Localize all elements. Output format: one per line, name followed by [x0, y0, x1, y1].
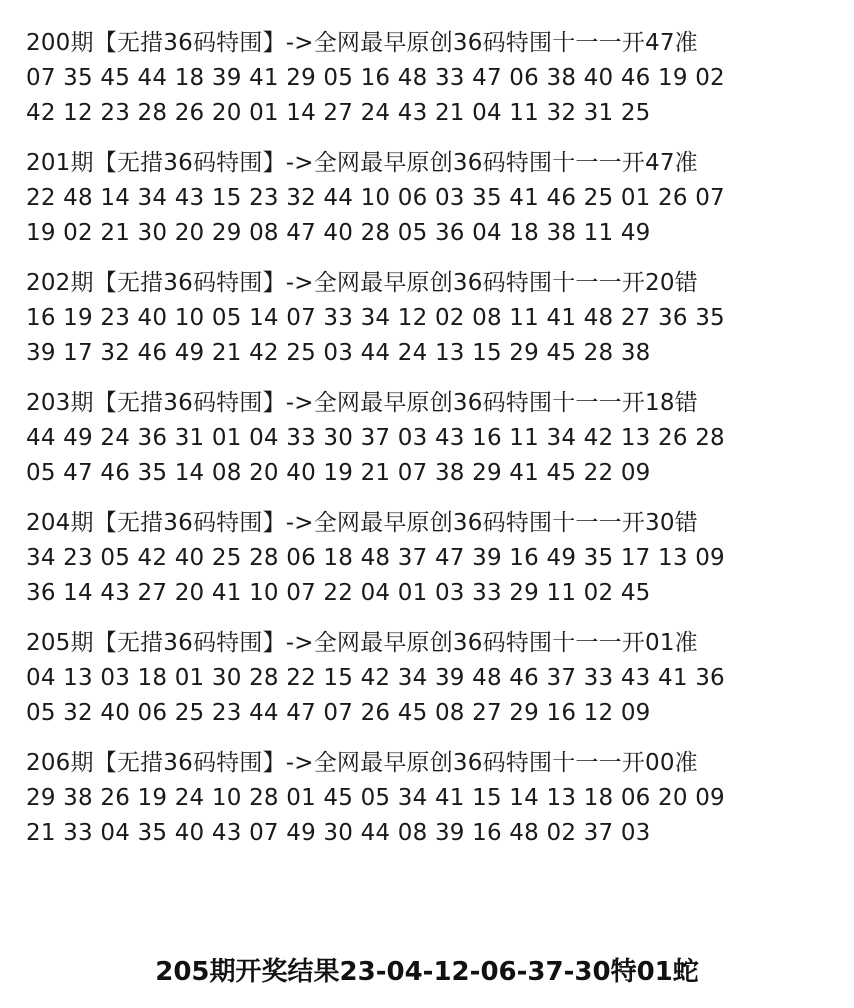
number-row: 05 47 46 35 14 08 20 40 19 21 07 38 29 41 45 22 09: [26, 460, 651, 486]
period-block-201: [26, 146, 836, 251]
period-header: 202期【无措36码特围】->全网最早原创36码特围十一一开20错: [26, 270, 698, 296]
number-row: 22 48 14 34 43 15 23 32 44 10 06 03 35 41 46 25 01 26 07: [26, 185, 725, 211]
period-block-203: [26, 386, 836, 491]
number-row: 07 35 45 44 18 39 41 29 05 16 48 33 47 06 38 40 46 19 02: [26, 65, 725, 91]
number-row: 44 49 24 36 31 01 04 33 30 37 03 43 16 11 34 42 13 26 28: [26, 425, 725, 451]
number-row: 39 17 32 46 49 21 42 25 03 44 24 13 15 29 45 28 38: [26, 340, 651, 366]
period-block-204: [26, 506, 836, 611]
period-block-205: [26, 626, 836, 731]
period-header: 204期【无措36码特围】->全网最早原创36码特围十一一开30错: [26, 510, 698, 536]
number-row: 19 02 21 30 20 29 08 47 40 28 05 36 04 18 38 11 49: [26, 220, 651, 246]
number-row: 42 12 23 28 26 20 01 14 27 24 43 21 04 11 32 31 25: [26, 100, 651, 126]
period-block-206: [26, 746, 836, 851]
period-block-200: [26, 26, 836, 131]
period-header: 200期【无措36码特围】->全网最早原创36码特围十一一开47准: [26, 30, 698, 56]
period-block-202: [26, 266, 836, 371]
number-row: 16 19 23 40 10 05 14 07 33 34 12 02 08 11 41 48 27 36 35: [26, 305, 725, 331]
period-header: 201期【无措36码特围】->全网最早原创36码特围十一一开47准: [26, 150, 698, 176]
number-row: 29 38 26 19 24 10 28 01 45 05 34 41 15 14 13 18 06 20 09: [26, 785, 725, 811]
number-row: 05 32 40 06 25 23 44 47 07 26 45 08 27 29 16 12 09: [26, 700, 651, 726]
number-row: 04 13 03 18 01 30 28 22 15 42 34 39 48 46 37 33 43 41 36: [26, 665, 725, 691]
period-header: 206期【无措36码特围】->全网最早原创36码特围十一一开00准: [26, 750, 698, 776]
prediction-list: [26, 26, 836, 866]
period-header: 203期【无措36码特围】->全网最早原创36码特围十一一开18错: [26, 390, 698, 416]
period-header: 205期【无措36码特围】->全网最早原创36码特围十一一开01准: [26, 630, 698, 656]
draw-result-caption: 205期开奖结果23-04-12-06-37-30特01蛇: [155, 957, 699, 987]
number-row: 34 23 05 42 40 25 28 06 18 48 37 47 39 16 49 35 17 13 09: [26, 545, 725, 571]
number-row: 36 14 43 27 20 41 10 07 22 04 01 03 33 29 11 02 45: [26, 580, 651, 606]
number-row: 21 33 04 35 40 43 07 49 30 44 08 39 16 48 02 37 03: [26, 820, 651, 846]
